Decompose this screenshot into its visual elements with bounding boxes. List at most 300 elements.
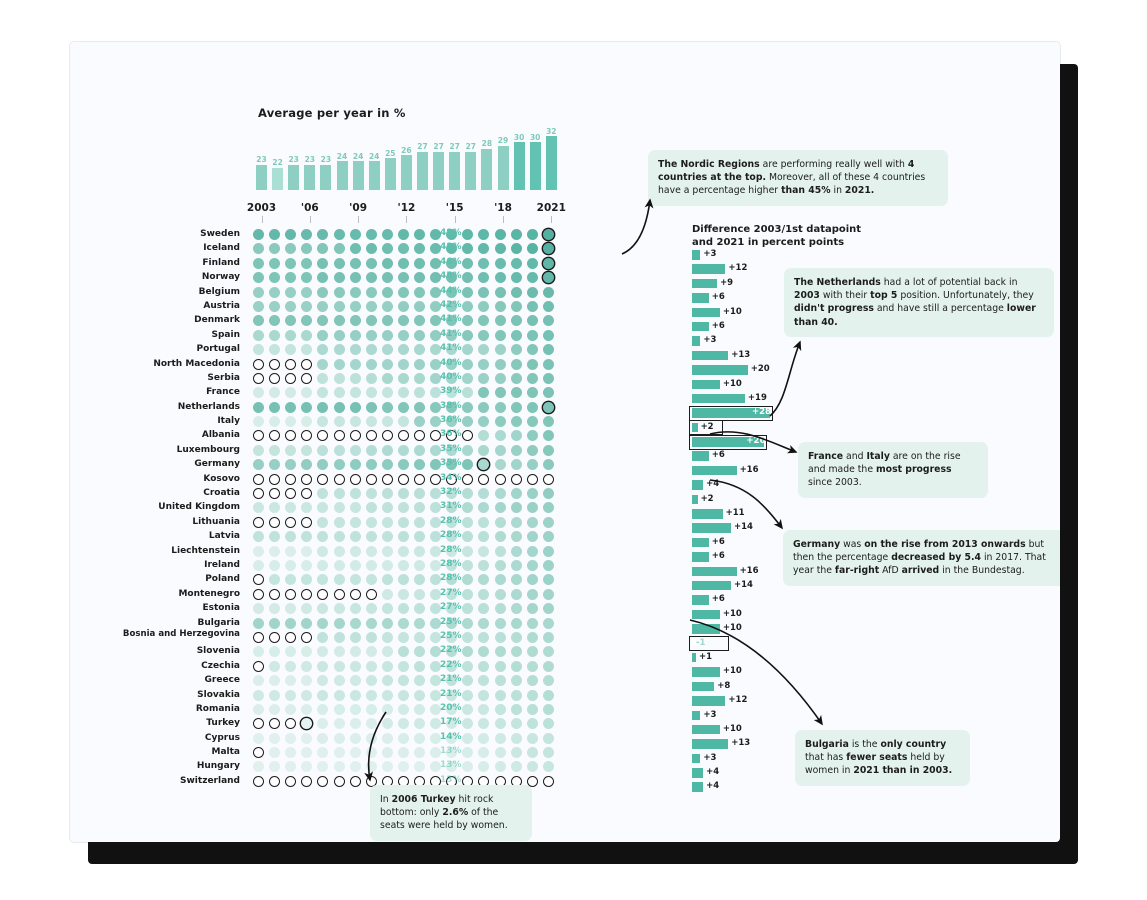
year-dot: [301, 546, 312, 557]
year-dot: [495, 445, 506, 456]
year-dot: [398, 301, 409, 312]
year-dot: [511, 387, 522, 398]
year-dot: [269, 661, 280, 672]
year-dot: [382, 704, 393, 715]
year-dot: [382, 387, 393, 398]
country-percent-2021: 48%: [440, 242, 462, 253]
year-dot: [462, 229, 473, 240]
year-dot: [350, 344, 361, 355]
year-dot: [478, 718, 489, 729]
year-dot: [543, 747, 554, 758]
year-dot: [414, 430, 425, 441]
year-dot: [301, 359, 312, 370]
year-dot: [350, 560, 361, 571]
difference-row[interactable]: [670, 694, 870, 708]
country-percent-2021: 27%: [440, 587, 462, 598]
year-dot: [462, 243, 473, 254]
country-row[interactable]: [70, 458, 670, 472]
country-row[interactable]: [70, 329, 670, 343]
year-dot: [366, 387, 377, 398]
year-dot: [495, 416, 506, 427]
average-per-year-title: Average per year in %: [258, 106, 406, 120]
annotation-emphasis: only country: [880, 739, 947, 750]
year-dot: [317, 618, 328, 629]
country-row[interactable]: [70, 386, 670, 400]
difference-bar: [692, 394, 745, 404]
difference-bar: [692, 279, 717, 289]
difference-row[interactable]: [670, 593, 870, 607]
difference-bar: [692, 523, 731, 533]
country-percent-2021: 34%: [440, 472, 462, 483]
year-dot: [478, 459, 489, 470]
year-dot: [398, 661, 409, 672]
year-dot: [334, 430, 345, 441]
year-dot: [334, 761, 345, 772]
year-dot: [495, 359, 506, 370]
year-dot: [462, 502, 473, 513]
difference-bar: [692, 711, 700, 721]
year-dot: [527, 661, 538, 672]
country-label: Slovenia: [196, 646, 240, 657]
year-dot: [301, 661, 312, 672]
country-row[interactable]: [70, 645, 670, 659]
year-dot: [382, 603, 393, 614]
difference-bar: [692, 739, 728, 749]
country-row[interactable]: [70, 775, 670, 789]
year-dot: [382, 646, 393, 657]
country-label: Switzerland: [180, 775, 240, 786]
year-dot: [334, 315, 345, 326]
year-dot: [511, 373, 522, 384]
difference-bar: [692, 365, 748, 375]
country-label: North Macedonia: [153, 358, 240, 369]
year-dot: [462, 315, 473, 326]
difference-row[interactable]: [670, 421, 870, 435]
year-dot: [414, 560, 425, 571]
year-dot: [478, 618, 489, 629]
difference-row[interactable]: [670, 392, 870, 406]
year-dot: [334, 359, 345, 370]
difference-value: +20: [750, 364, 770, 375]
country-row[interactable]: [70, 717, 670, 731]
year-dot: [350, 531, 361, 542]
country-percent-2021: 28%: [440, 530, 462, 541]
average-bar-rect: [320, 165, 331, 191]
year-dot: [382, 459, 393, 470]
year-dot: [398, 718, 409, 729]
year-dot: [334, 445, 345, 456]
year-dot: [269, 301, 280, 312]
year-dot: [511, 704, 522, 715]
year-dot: [511, 546, 522, 557]
year-dot: [543, 330, 554, 341]
year-dot: [317, 704, 328, 715]
year-dot: [478, 690, 489, 701]
year-dot: [462, 646, 473, 657]
year-dot: [398, 603, 409, 614]
year-dot: [350, 359, 361, 370]
year-dot: [350, 373, 361, 384]
year-dot: [382, 574, 393, 585]
year-dot: [398, 359, 409, 370]
country-row[interactable]: [70, 300, 670, 314]
year-dot: [511, 459, 522, 470]
difference-value: +4: [706, 479, 720, 490]
annotation-text: in 2017. That year the: [793, 552, 1046, 577]
year-dot: [253, 287, 264, 298]
year-dot: [495, 761, 506, 772]
country-row[interactable]: [70, 473, 670, 487]
year-dot: [253, 718, 264, 729]
annotation-emphasis: lower than 40.: [794, 303, 1036, 328]
difference-row[interactable]: [670, 363, 870, 377]
year-dot: [462, 632, 473, 643]
year-dot: [495, 531, 506, 542]
difference-row[interactable]: [670, 651, 870, 665]
year-dot: [511, 517, 522, 528]
year-dot: [285, 646, 296, 657]
average-bar-rect: [498, 146, 509, 191]
year-dot: [350, 416, 361, 427]
country-row[interactable]: [70, 286, 670, 300]
difference-row[interactable]: [670, 406, 870, 420]
country-row[interactable]: [70, 257, 670, 271]
year-label: 2003: [246, 202, 277, 214]
average-bar-value: 27: [449, 142, 460, 152]
year-dot: [253, 373, 264, 384]
year-dot: [382, 747, 393, 758]
year-dot: [317, 459, 328, 470]
country-row[interactable]: [70, 660, 670, 674]
country-label: Austria: [203, 300, 240, 311]
year-dot: [269, 517, 280, 528]
difference-row[interactable]: [670, 709, 870, 723]
year-dot: [285, 618, 296, 629]
year-dot: [414, 517, 425, 528]
year-dot: [527, 258, 538, 269]
year-dot: [462, 272, 473, 283]
country-row[interactable]: [70, 545, 670, 559]
year-tick: [358, 216, 359, 223]
annotation-text: and have still a percentage: [873, 303, 1007, 315]
difference-bar: [692, 595, 709, 605]
year-dot: [301, 416, 312, 427]
country-row[interactable]: [70, 271, 670, 285]
country-percent-2021: 36%: [440, 415, 462, 426]
year-dot: [382, 589, 393, 600]
difference-bar: [692, 653, 696, 663]
country-label: Estonia: [202, 603, 240, 614]
year-dot: [543, 344, 554, 355]
year-dot: [334, 560, 345, 571]
year-dot: [382, 517, 393, 528]
year-dot: [414, 718, 425, 729]
year-dot: [527, 618, 538, 629]
country-percent-2021: 20%: [440, 702, 462, 713]
year-dot: [285, 402, 296, 413]
country-label: Slovakia: [197, 689, 240, 700]
year-dot: [301, 459, 312, 470]
year-dot: [398, 315, 409, 326]
year-dot: [478, 517, 489, 528]
country-row[interactable]: [70, 314, 670, 328]
year-dot: [317, 359, 328, 370]
year-dot: [414, 459, 425, 470]
year-dot: [301, 315, 312, 326]
year-dot: [269, 776, 280, 787]
year-dot: [350, 243, 361, 254]
average-bar-value: 23: [304, 155, 316, 164]
year-dot: [285, 589, 296, 600]
year-dot: [269, 330, 280, 341]
country-percent-2021: 42%: [440, 299, 462, 310]
year-dot: [543, 690, 554, 701]
year-dot: [495, 675, 506, 686]
year-dot: [527, 675, 538, 686]
year-dot: [414, 546, 425, 557]
difference-row[interactable]: [670, 349, 870, 363]
year-dot: [398, 344, 409, 355]
country-row[interactable]: [70, 746, 670, 760]
year-dot: [285, 661, 296, 672]
year-dot: [285, 517, 296, 528]
average-bar-value: 26: [401, 145, 412, 155]
year-dot: [527, 761, 538, 772]
difference-bar: [692, 250, 700, 260]
year-dot: [350, 229, 361, 240]
country-row[interactable]: [70, 573, 670, 587]
year-dot: [478, 546, 489, 557]
year-dot: [366, 574, 377, 585]
year-dot: [269, 258, 280, 269]
average-bar: [320, 156, 331, 190]
country-row[interactable]: [70, 530, 670, 544]
country-row[interactable]: [70, 760, 670, 774]
year-dot: [366, 488, 377, 499]
difference-value: +12: [728, 695, 748, 706]
difference-row[interactable]: [670, 608, 870, 622]
difference-row[interactable]: [670, 680, 870, 694]
year-dot: [334, 474, 345, 485]
year-dot: [511, 359, 522, 370]
year-dot: [398, 761, 409, 772]
difference-row[interactable]: [670, 665, 870, 679]
country-percent-2021: 21%: [440, 674, 462, 685]
year-dot: [350, 704, 361, 715]
year-dot: [462, 574, 473, 585]
country-row[interactable]: [70, 674, 670, 688]
year-dot: [350, 646, 361, 657]
year-dot: [334, 589, 345, 600]
year-dot: [269, 747, 280, 758]
difference-row[interactable]: [670, 622, 870, 636]
year-dot: [253, 229, 264, 240]
year-dot: [398, 272, 409, 283]
year-dot: [462, 733, 473, 744]
country-percent-2021: 27%: [440, 602, 462, 613]
country-percent-2021: 45%: [440, 271, 462, 282]
difference-title: Difference 2003/1st datapoint and 2021 in percent points: [692, 224, 862, 248]
year-dot: [317, 387, 328, 398]
year-dot: [285, 416, 296, 427]
year-dot: [334, 287, 345, 298]
country-row[interactable]: [70, 689, 670, 703]
year-dot: [317, 272, 328, 283]
year-dot: [269, 344, 280, 355]
year-dot: [317, 445, 328, 456]
year-dot: [495, 646, 506, 657]
year-dot: [462, 761, 473, 772]
year-dot: [543, 776, 554, 787]
country-row[interactable]: [70, 516, 670, 530]
year-dot: [301, 402, 312, 413]
year-dot: [462, 560, 473, 571]
year-dot: [527, 488, 538, 499]
country-percent-2021: 32%: [440, 487, 462, 498]
difference-row[interactable]: [670, 637, 870, 651]
year-dot: [478, 315, 489, 326]
year-dot: [301, 560, 312, 571]
year-dot: [285, 560, 296, 571]
country-label: Ireland: [204, 559, 240, 570]
year-dot: [543, 488, 554, 499]
year-dot: [462, 474, 473, 485]
year-dot: [527, 416, 538, 427]
country-row[interactable]: [70, 732, 670, 746]
year-dot: [269, 646, 280, 657]
difference-row[interactable]: [670, 507, 870, 521]
year-dot: [366, 301, 377, 312]
country-row[interactable]: [70, 588, 670, 602]
year-dot: [414, 761, 425, 772]
country-row[interactable]: [70, 703, 670, 717]
country-row[interactable]: [70, 401, 670, 415]
year-dot: [366, 459, 377, 470]
difference-row[interactable]: [670, 378, 870, 392]
year-dot: [543, 632, 554, 643]
year-dot: [543, 603, 554, 614]
average-bar-value: 23: [288, 155, 299, 164]
country-row[interactable]: [70, 559, 670, 573]
country-row[interactable]: [70, 602, 670, 616]
difference-bar: [692, 567, 737, 577]
annotation-emphasis: France: [808, 451, 844, 462]
country-row[interactable]: [70, 444, 670, 458]
year-dot: [398, 618, 409, 629]
difference-bar: [692, 351, 728, 361]
country-row[interactable]: [70, 358, 670, 372]
year-dot: [527, 704, 538, 715]
annotation-emphasis: 2021.: [844, 185, 875, 197]
country-row[interactable]: [70, 628, 670, 645]
country-percent-2021: 13%: [440, 774, 462, 785]
annotation-text: hit rock bottom: only: [380, 794, 494, 819]
country-label: Bosnia and Herzegovina: [122, 628, 240, 639]
country-row[interactable]: [70, 242, 670, 256]
annotation-emphasis: than 45%: [781, 185, 831, 197]
country-label: Kosovo: [203, 473, 240, 484]
year-dot: [253, 690, 264, 701]
country-row[interactable]: [70, 343, 670, 357]
annotation-text: AfD: [879, 565, 902, 577]
year-dot: [334, 517, 345, 528]
country-row[interactable]: [70, 501, 670, 515]
year-dot: [543, 272, 554, 283]
year-dot: [414, 704, 425, 715]
year-dot: [543, 761, 554, 772]
year-dot: [317, 416, 328, 427]
year-dot: [317, 546, 328, 557]
year-dot: [462, 704, 473, 715]
year-dot: [414, 272, 425, 283]
year-dot: [350, 632, 361, 643]
year-dot: [495, 661, 506, 672]
year-dot: [398, 416, 409, 427]
year-dot: [301, 675, 312, 686]
country-row[interactable]: [70, 372, 670, 386]
year-dot: [366, 445, 377, 456]
country-row[interactable]: [70, 228, 670, 242]
year-dot: [366, 474, 377, 485]
year-dot: [414, 502, 425, 513]
year-dot: [366, 229, 377, 240]
year-dot: [398, 632, 409, 643]
country-row[interactable]: [70, 415, 670, 429]
year-dot: [253, 546, 264, 557]
year-dot: [253, 747, 264, 758]
year-dot: [414, 315, 425, 326]
year-dot: [382, 373, 393, 384]
year-dot: [414, 690, 425, 701]
annotation-text: Moreover, all of these 4 countries have a percentage higher: [658, 172, 926, 197]
year-dot: [269, 502, 280, 513]
year-dot: [543, 589, 554, 600]
year-dot: [269, 531, 280, 542]
year-dot: [398, 574, 409, 585]
average-bar-value: 24: [352, 151, 364, 161]
year-dot: [301, 301, 312, 312]
difference-row[interactable]: [670, 248, 870, 262]
annotation-emphasis: 2006 Turkey: [391, 794, 456, 805]
country-row[interactable]: [70, 429, 670, 443]
average-bar-value: 27: [417, 142, 428, 152]
year-dot: [414, 373, 425, 384]
year-dot: [253, 272, 264, 283]
year-dot: [253, 402, 264, 413]
year-dot: [543, 287, 554, 298]
annotation-emphasis: arrived: [901, 565, 940, 577]
difference-value: +16: [739, 464, 759, 475]
difference-row[interactable]: [670, 795, 870, 809]
difference-highlight-box: [689, 435, 767, 450]
annotation-emphasis: 2003: [794, 290, 820, 302]
year-dot: [511, 589, 522, 600]
average-bar-value: 25: [385, 148, 396, 158]
year-label: '12: [397, 202, 416, 214]
year-dot: [462, 488, 473, 499]
difference-bar: [692, 782, 703, 792]
annotation-nordic: [648, 150, 948, 206]
average-bar: [514, 134, 525, 190]
year-dot: [478, 359, 489, 370]
year-dot: [317, 531, 328, 542]
year-dot: [382, 301, 393, 312]
year-dot: [543, 459, 554, 470]
average-bar-rect: [288, 165, 299, 191]
year-dot: [366, 690, 377, 701]
country-row[interactable]: [70, 487, 670, 501]
year-dot: [478, 330, 489, 341]
